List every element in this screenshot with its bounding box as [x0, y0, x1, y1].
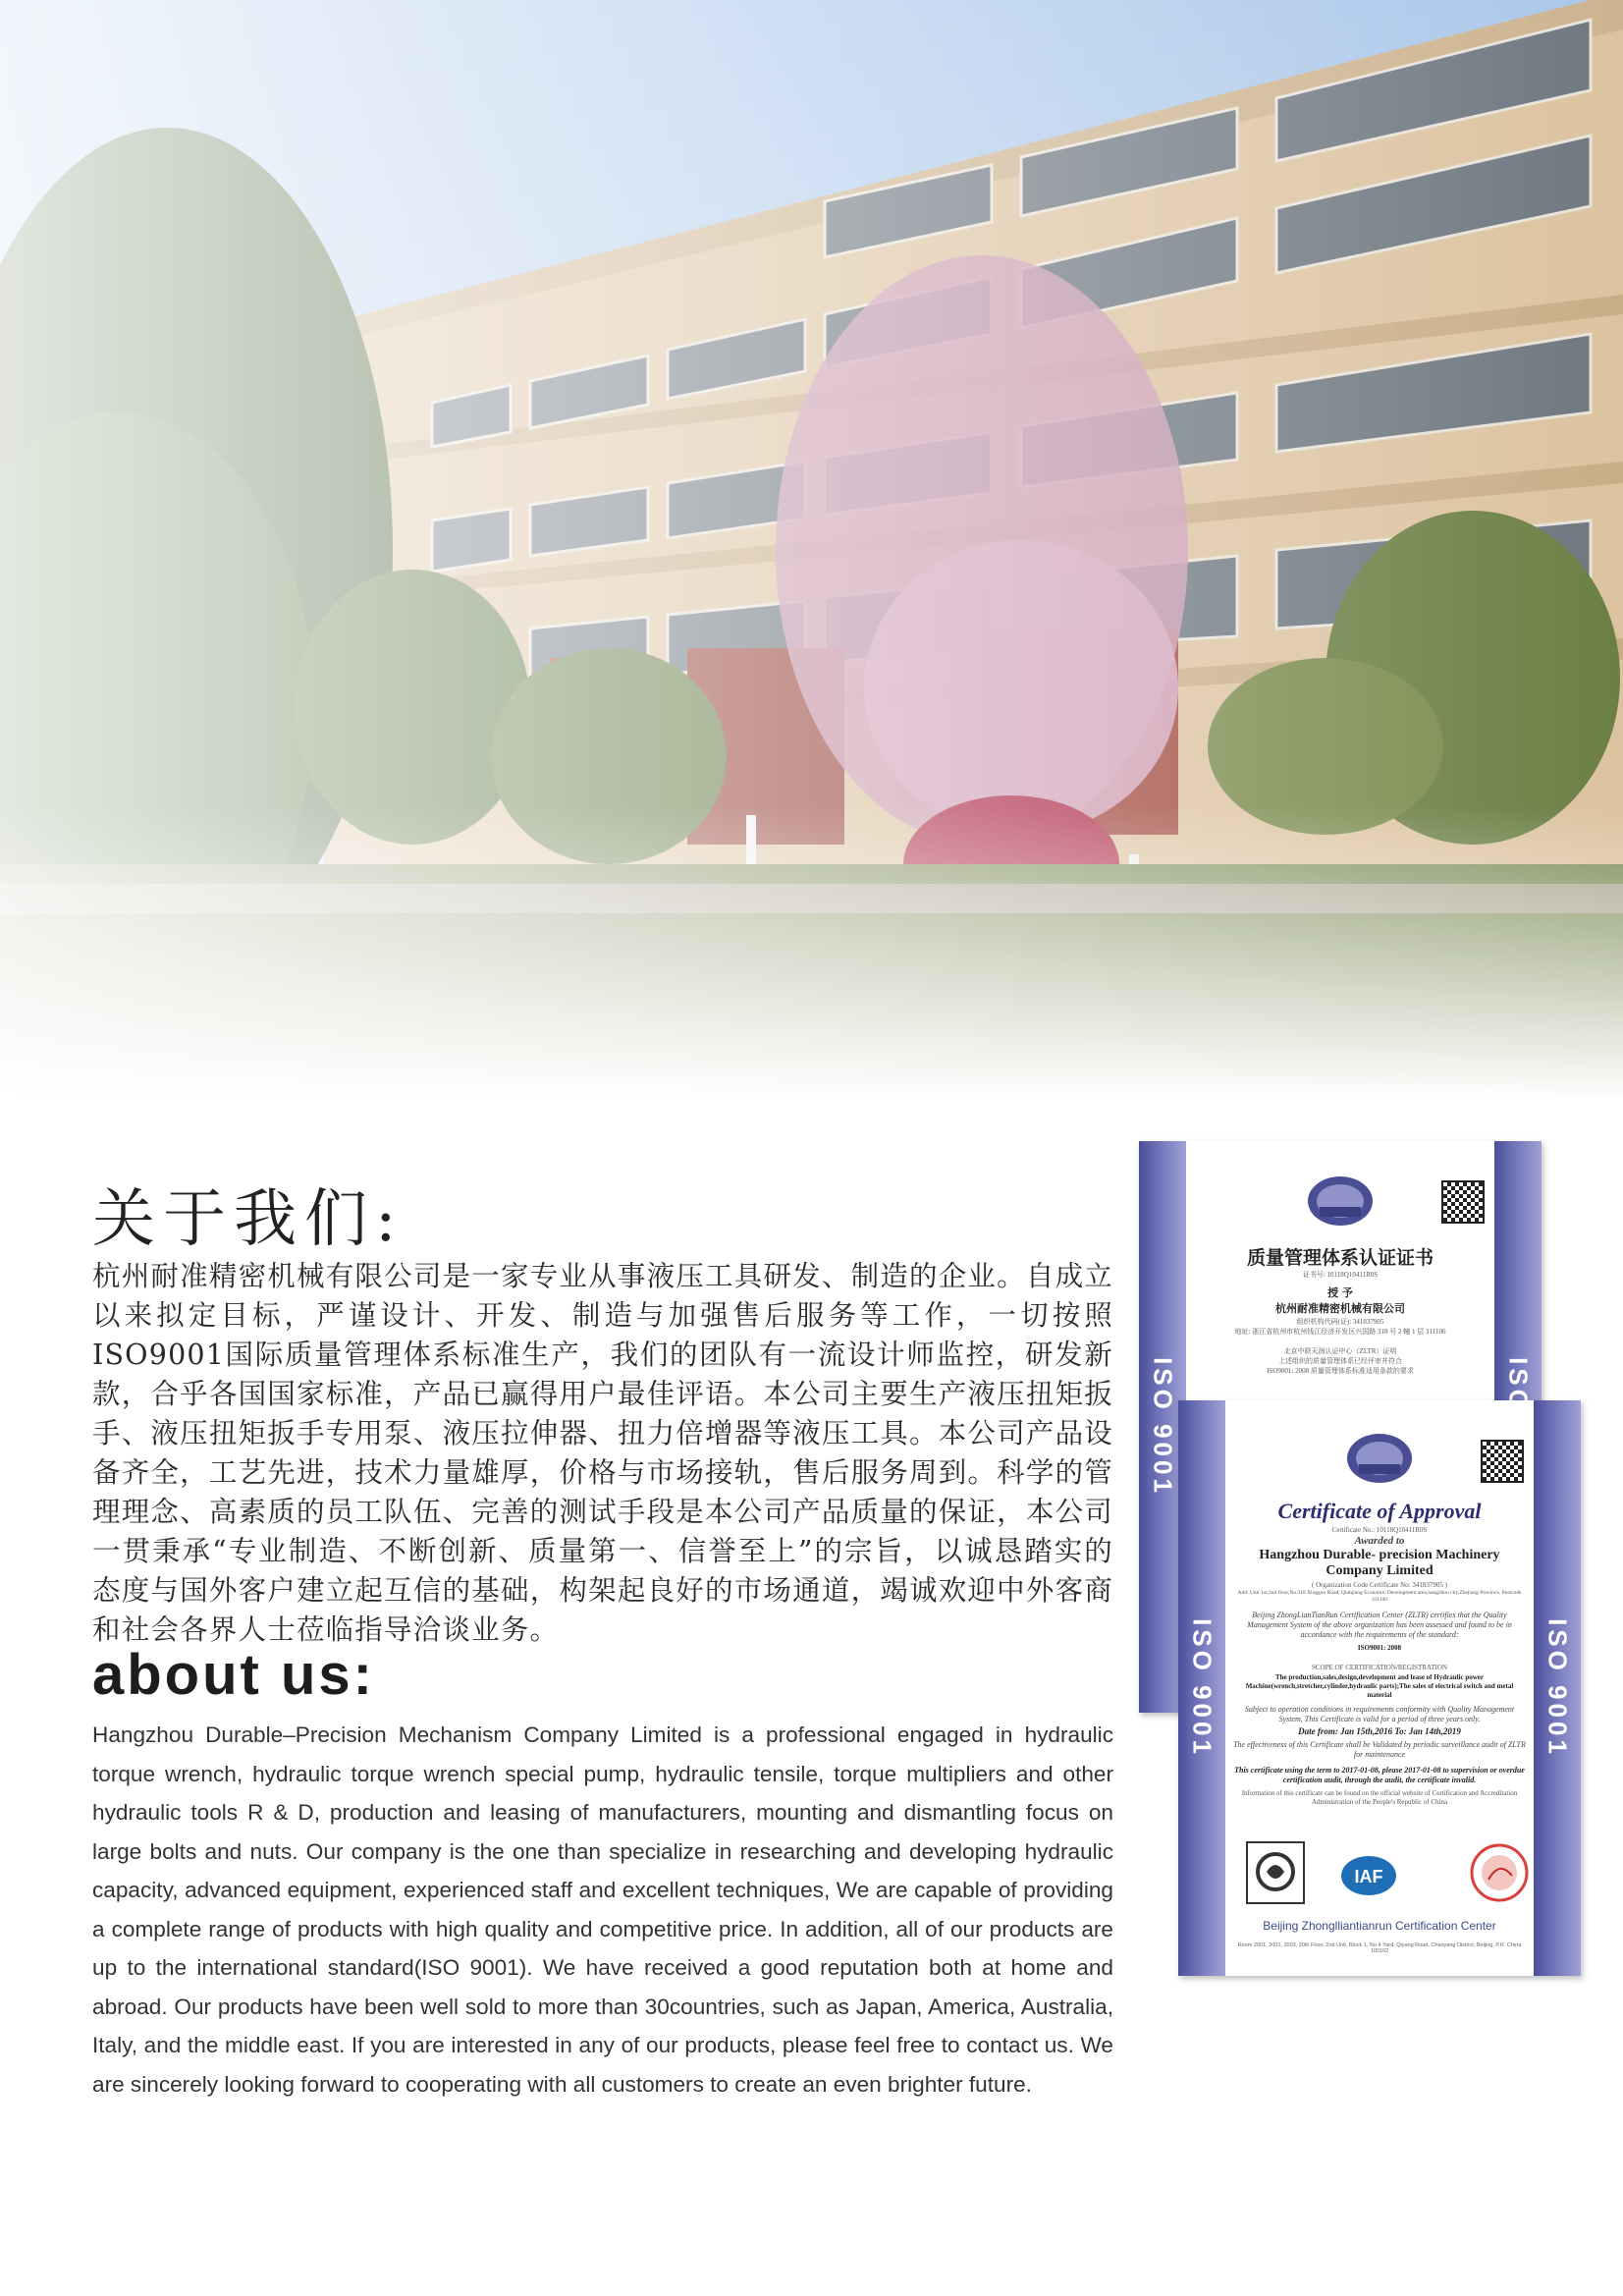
cert-address: 地址: 浙江省杭州市杭州钱江经济开发区兴国路 318 号 2 幢 1 层 311106: [1234, 1328, 1446, 1336]
about-title-cn: 关于我们:: [92, 1183, 405, 1256]
building-illustration: [0, 0, 1623, 1100]
certificate-english: [1178, 1400, 1581, 1976]
cert-address: Add: Unit 1st,2nd floor,No.318 Xingguo Road, Qianjiang Economic Development area,hangzhou city,Zhejiang Province, Postcode 311106: [1237, 1590, 1522, 1603]
cert-footer-address: Room 2001, 2002, 2003, 20th Floor, 2nd Unit, Block 1, No.4 Yard, Qiyang Road, Chaoyang District, Beijing, P.R. China 100102: [1237, 1942, 1522, 1954]
cert-company-line-2: Company Limited: [1325, 1563, 1434, 1578]
cert-title-en: Certificate of Approval: [1277, 1499, 1482, 1523]
qr-code-icon: [1481, 1440, 1524, 1483]
hero-building-photo: [0, 0, 1623, 1100]
cert-line-3: ISO9001: 2008 质量管理体系标准适用条款的要求: [1267, 1367, 1414, 1375]
cert-band-text: ISO 9001: [1187, 1618, 1217, 1758]
cert-title-cn: 质量管理体系认证证书: [1246, 1247, 1434, 1269]
cert-term: This certificate using the term to 2017-01-08, please 2017-01-08 to supervision or overdue certification audit, through the audit, the certificate invalid.: [1234, 1766, 1525, 1784]
cert-awarded: Awarded to: [1354, 1535, 1405, 1547]
cert-scope-heading: SCOPE OF CERTIFICATION/REGISTRATION: [1311, 1664, 1448, 1671]
about-title-en: about us:: [92, 1643, 375, 1707]
iaf-logo-text: IAF: [1354, 1867, 1383, 1886]
cert-org-code: 组织机构代码(证): 341837905: [1296, 1318, 1384, 1326]
accreditation-logos: [1235, 1840, 1524, 1909]
cert-statement: Beijing ZhongLianTianRun Certification Center (ZLTR) certifies that the Quality Management System of the above organization has been assessed and found to be in accordance with the requirements of the standard:: [1247, 1611, 1512, 1639]
cert-number: Certificate No.: 10118Q10411R0S: [1331, 1526, 1428, 1534]
cert-line-1: 北京中联天润认证中心（ZLTR）证明: [1283, 1347, 1397, 1355]
cert-validity: The effectiveness of this Certificate shall be Validated by periodic surveillance audit of ZLTR for maintenance: [1233, 1740, 1526, 1759]
cert-footer: Beijing Zhonglliantianrun Certification Center: [1263, 1919, 1496, 1933]
cert-band-left: [1178, 1400, 1225, 1976]
qr-code-icon: [1441, 1180, 1485, 1224]
certification-stamp-icon: [1469, 1840, 1530, 1905]
cert-band-text: ISO 9001: [1148, 1357, 1178, 1497]
cert-scope: The production,sales,design,development and lease of Hydraulic power Machine(wrench,stretcher,cylinder,hydraulic parts);The sales of electrical switch and metal material: [1245, 1673, 1514, 1699]
about-body-cn: 杭州耐准精密机械有限公司是一家专业从事液压工具研发、制造的企业。自成立以来拟定目标，严谨设计、开发、制造与加强售后服务等工作，一切按照ISO9001国际质量管理体系标准生产，我们的团队有一流设计师监控，研发新款，合乎各国国家标准，产品已赢得用户最佳评语。本公司主要生产液压扭矩扳手、液压扭矩扳手专用泵、液压拉伸器、扭力倍增器等液压工具。本公司产品设备齐全，工艺先进，技术力量雄厚，价格与市场接轨，售后服务周到。科学的管理理念、高素质的员工队伍、完善的测试手段是本公司产品质量的保证，本公司一贯秉承“专业制造、不断创新、质量第一、信誉至上”的宗旨，以诚恳踏实的态度与国外客户建立起互信的基础，构架起良好的市场通道，竭诚欢迎中外客商和社会各界人士莅临指导洽谈业务。: [92, 1260, 1113, 1646]
cnas-accreditation-icon: [1245, 1840, 1306, 1905]
cert-content: [1225, 1400, 1534, 1976]
cert-dates: Date from: Jan 15th,2016 To: Jan 14th,2019: [1298, 1726, 1461, 1736]
certification-seal-icon: [1306, 1175, 1375, 1228]
cert-subject: Subject to operation conditions in requirements conformity with Quality Management System, This Certificate is valid for a period of three years only.: [1244, 1705, 1515, 1723]
iaf-logo-icon: [1339, 1854, 1398, 1897]
cert-band-right: [1534, 1400, 1581, 1976]
cert-number: 证书号: 10118Q10411R0S: [1302, 1271, 1379, 1279]
cert-company-line-1: Hangzhou Durable- precision Machinery: [1259, 1548, 1500, 1562]
cert-info: Information of this certificate can be found on the official website of Certification and Accreditation Administration of the People's Republic of China: [1241, 1789, 1518, 1806]
cert-awarded: 授 予: [1327, 1286, 1353, 1299]
cert-line-2: 上述组织的质量管理体系已经评审并符合: [1278, 1357, 1402, 1365]
cert-band-text: ISO 9001: [1542, 1618, 1573, 1758]
about-body-en: Hangzhou Durable–Precision Mechanism Company Limited is a professional engaged in hydraulic torque wrench, hydraulic torque wrench special pump, hydraulic tensile, torque multipliers and other hydraulic tools R & D, production and leasing of manufacturers, mounting and dismantling focus on large bolts and nuts. Our company is the one than specialize in researching and developing hydraulic capacity, advanced equipment, experienced staff and excellent techniques, We are capable of providing a complete range of products with high quality and competitive price. In addition, all of our products are up to the international standard(ISO 9001). We have received a good reputation both at home and abroad. Our products have been well sold to more than 30countries, such as Japan, America, Australia, Italy, and the middle east. If you are interested in any of our products, please feel free to contact us. We are sincerely looking forward to cooperating with all customers to create an even brighter future.: [92, 1722, 1113, 2097]
cert-org-code: ( Organization Code Certificate No: 341837905 ): [1312, 1581, 1447, 1589]
cert-standard: ISO9001: 2008: [1357, 1644, 1402, 1652]
certification-seal-icon: [1345, 1432, 1414, 1485]
cert-company-cn: 杭州耐准精密机械有限公司: [1275, 1302, 1405, 1315]
